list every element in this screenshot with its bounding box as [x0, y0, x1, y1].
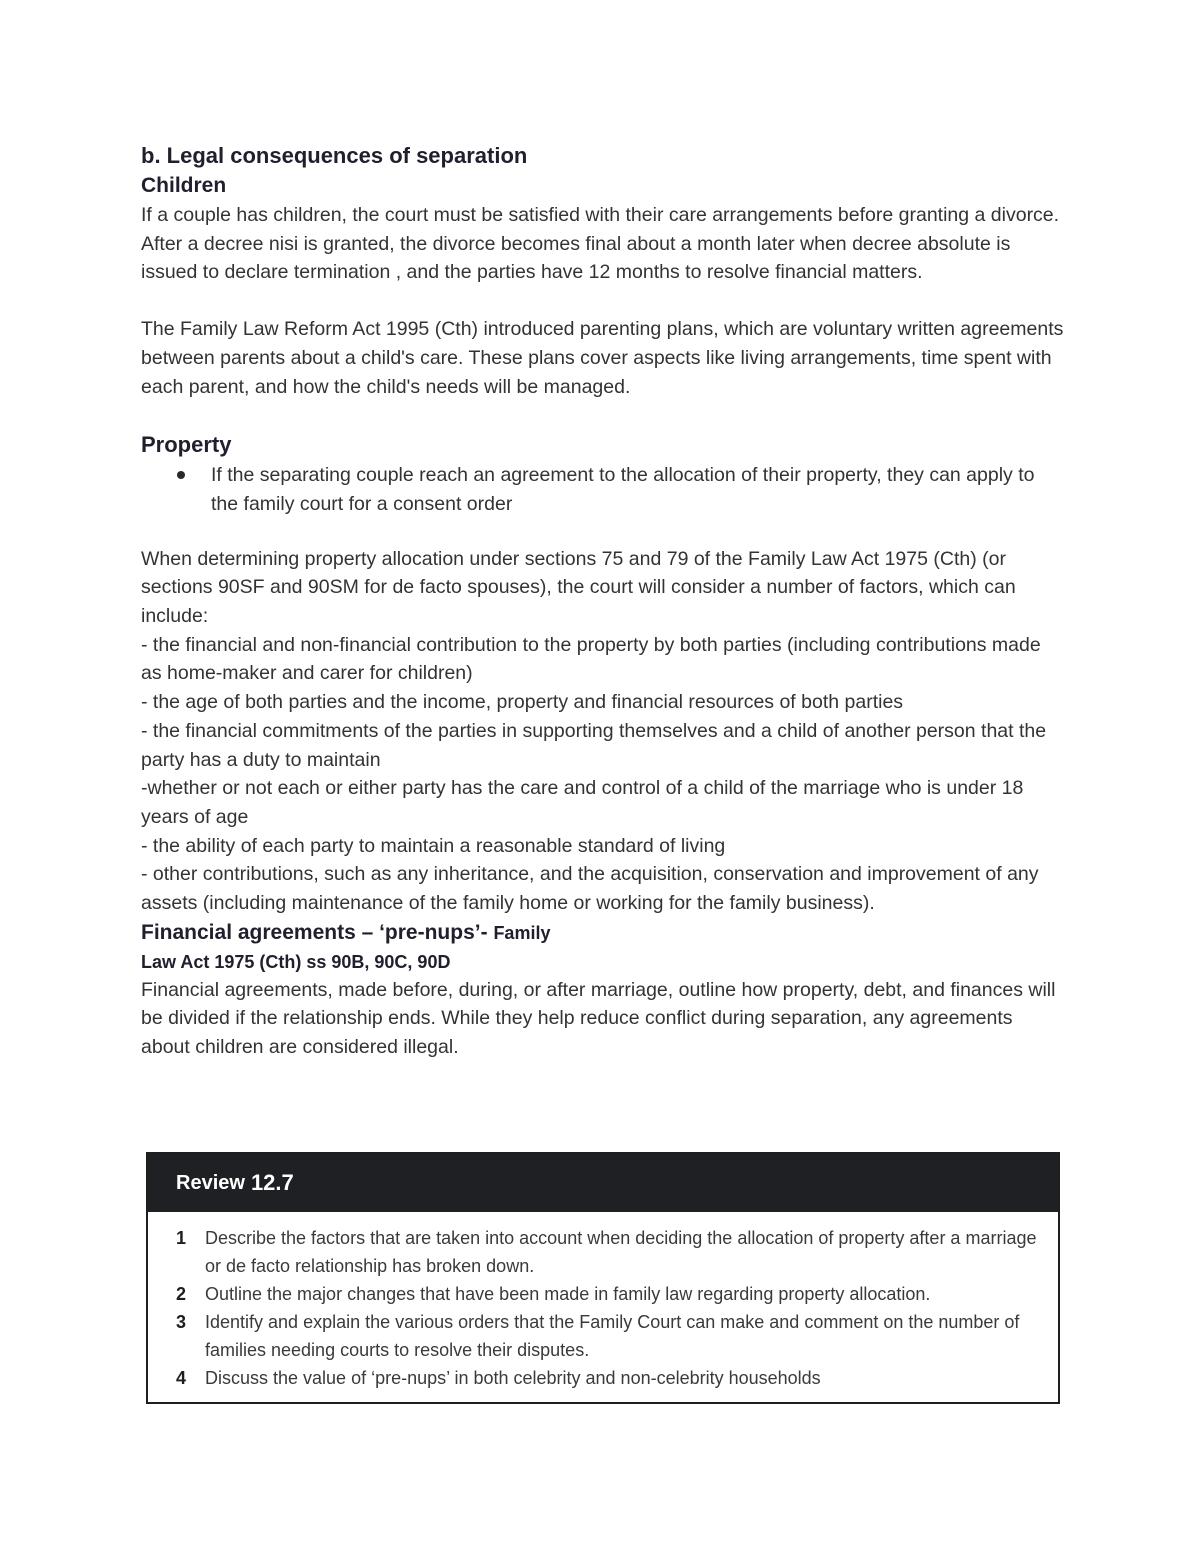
children-heading: Children	[141, 174, 227, 197]
review-question-list	[148, 1212, 1058, 1392]
factor-item: - the financial commitments of the parties in supporting themselves and a child of another person that the party has a duty to maintain	[141, 719, 1047, 771]
question-text: Discuss the value of ‘pre-nups’ in both celebrity and non-celebrity households	[205, 1368, 821, 1388]
factor-item: - the financial and non-financial contribution to the property by both parties (including contributions made as home-maker and carer for children)	[141, 633, 1041, 685]
property-bullet-text: If the separating couple reach an agreement to the allocation of their property, they can apply to the family court for a consent order	[211, 464, 1035, 515]
list-item	[176, 1308, 1038, 1364]
question-number: 4	[176, 1368, 187, 1388]
fa-heading-small: Family	[493, 922, 551, 943]
property-bullet-list	[141, 461, 1066, 518]
financial-agreements-paragraph: Financial agreements, made before, during, or after marriage, outline how property, debt, and finances will be divided if the relationship ends. While they help reduce conflict during separation, any agreements about children are considered illegal.	[141, 978, 1056, 1059]
question-text: Identify and explain the various orders that the Family Court can make and comment on the number of families needing courts to resolve their disputes.	[205, 1312, 1020, 1360]
financial-agreements-heading	[141, 918, 1066, 948]
property-intro: When determining property allocation under sections 75 and 79 of the Family Law Act 1975 (Cth) (or sections 90SF and 90SM for de facto spouses), the court will consider a number of factors, which can include:	[141, 547, 1016, 628]
list-item	[176, 1280, 1038, 1308]
list-item	[176, 1224, 1038, 1280]
question-text: Outline the major changes that have been made in family law regarding property allocation.	[205, 1284, 931, 1304]
review-box	[146, 1152, 1060, 1404]
list-item	[211, 461, 1066, 518]
bullet-icon	[177, 471, 185, 479]
children-paragraph-1: If a couple has children, the court must be satisfied with their care arrangements before granting a divorce. After a decree nisi is granted, the divorce becomes final about a month later when decree absolute is issued to declare termination , and the parties have 12 months to resolve financial matters.	[141, 204, 1060, 284]
factor-item: - the age of both parties and the income, property and financial resources of both parties	[141, 691, 904, 714]
question-text: Describe the factors that are taken into account when deciding the allocation of property after a marriage or de facto relationship has broken down.	[205, 1228, 1037, 1276]
children-paragraph-2: The Family Law Reform Act 1995 (Cth) introduced parenting plans, which are voluntary written agreements between parents about a child's care. These plans cover aspects like living arrangements, time spent with each parent, and how the child's needs will be managed.	[141, 318, 1064, 398]
document-page	[141, 141, 1066, 1062]
review-header	[148, 1154, 1058, 1212]
section-heading: b. Legal consequences of separation	[141, 143, 528, 168]
factor-item: - other contributions, such as any inheritance, and the acquisition, conservation and improvement of any assets (including maintenance of the family home or working for the family business).	[141, 863, 1039, 915]
question-number: 2	[176, 1284, 187, 1304]
factor-item: -whether or not each or either party has the care and control of a child of the marriage who is under 18 years of age	[141, 777, 1024, 828]
question-number: 3	[176, 1312, 187, 1332]
list-item	[176, 1364, 1038, 1392]
question-number: 1	[176, 1228, 187, 1248]
review-number: 12.7	[250, 1170, 294, 1195]
factor-item: - the ability of each party to maintain a reasonable standard of living	[141, 834, 726, 857]
fa-heading-main: Financial agreements – ‘pre-nups’-	[141, 920, 494, 944]
financial-agreements-citation: Law Act 1975 (Cth) ss 90B, 90C, 90D	[141, 951, 451, 972]
review-label: Review	[176, 1171, 245, 1194]
property-heading: Property	[141, 432, 232, 458]
